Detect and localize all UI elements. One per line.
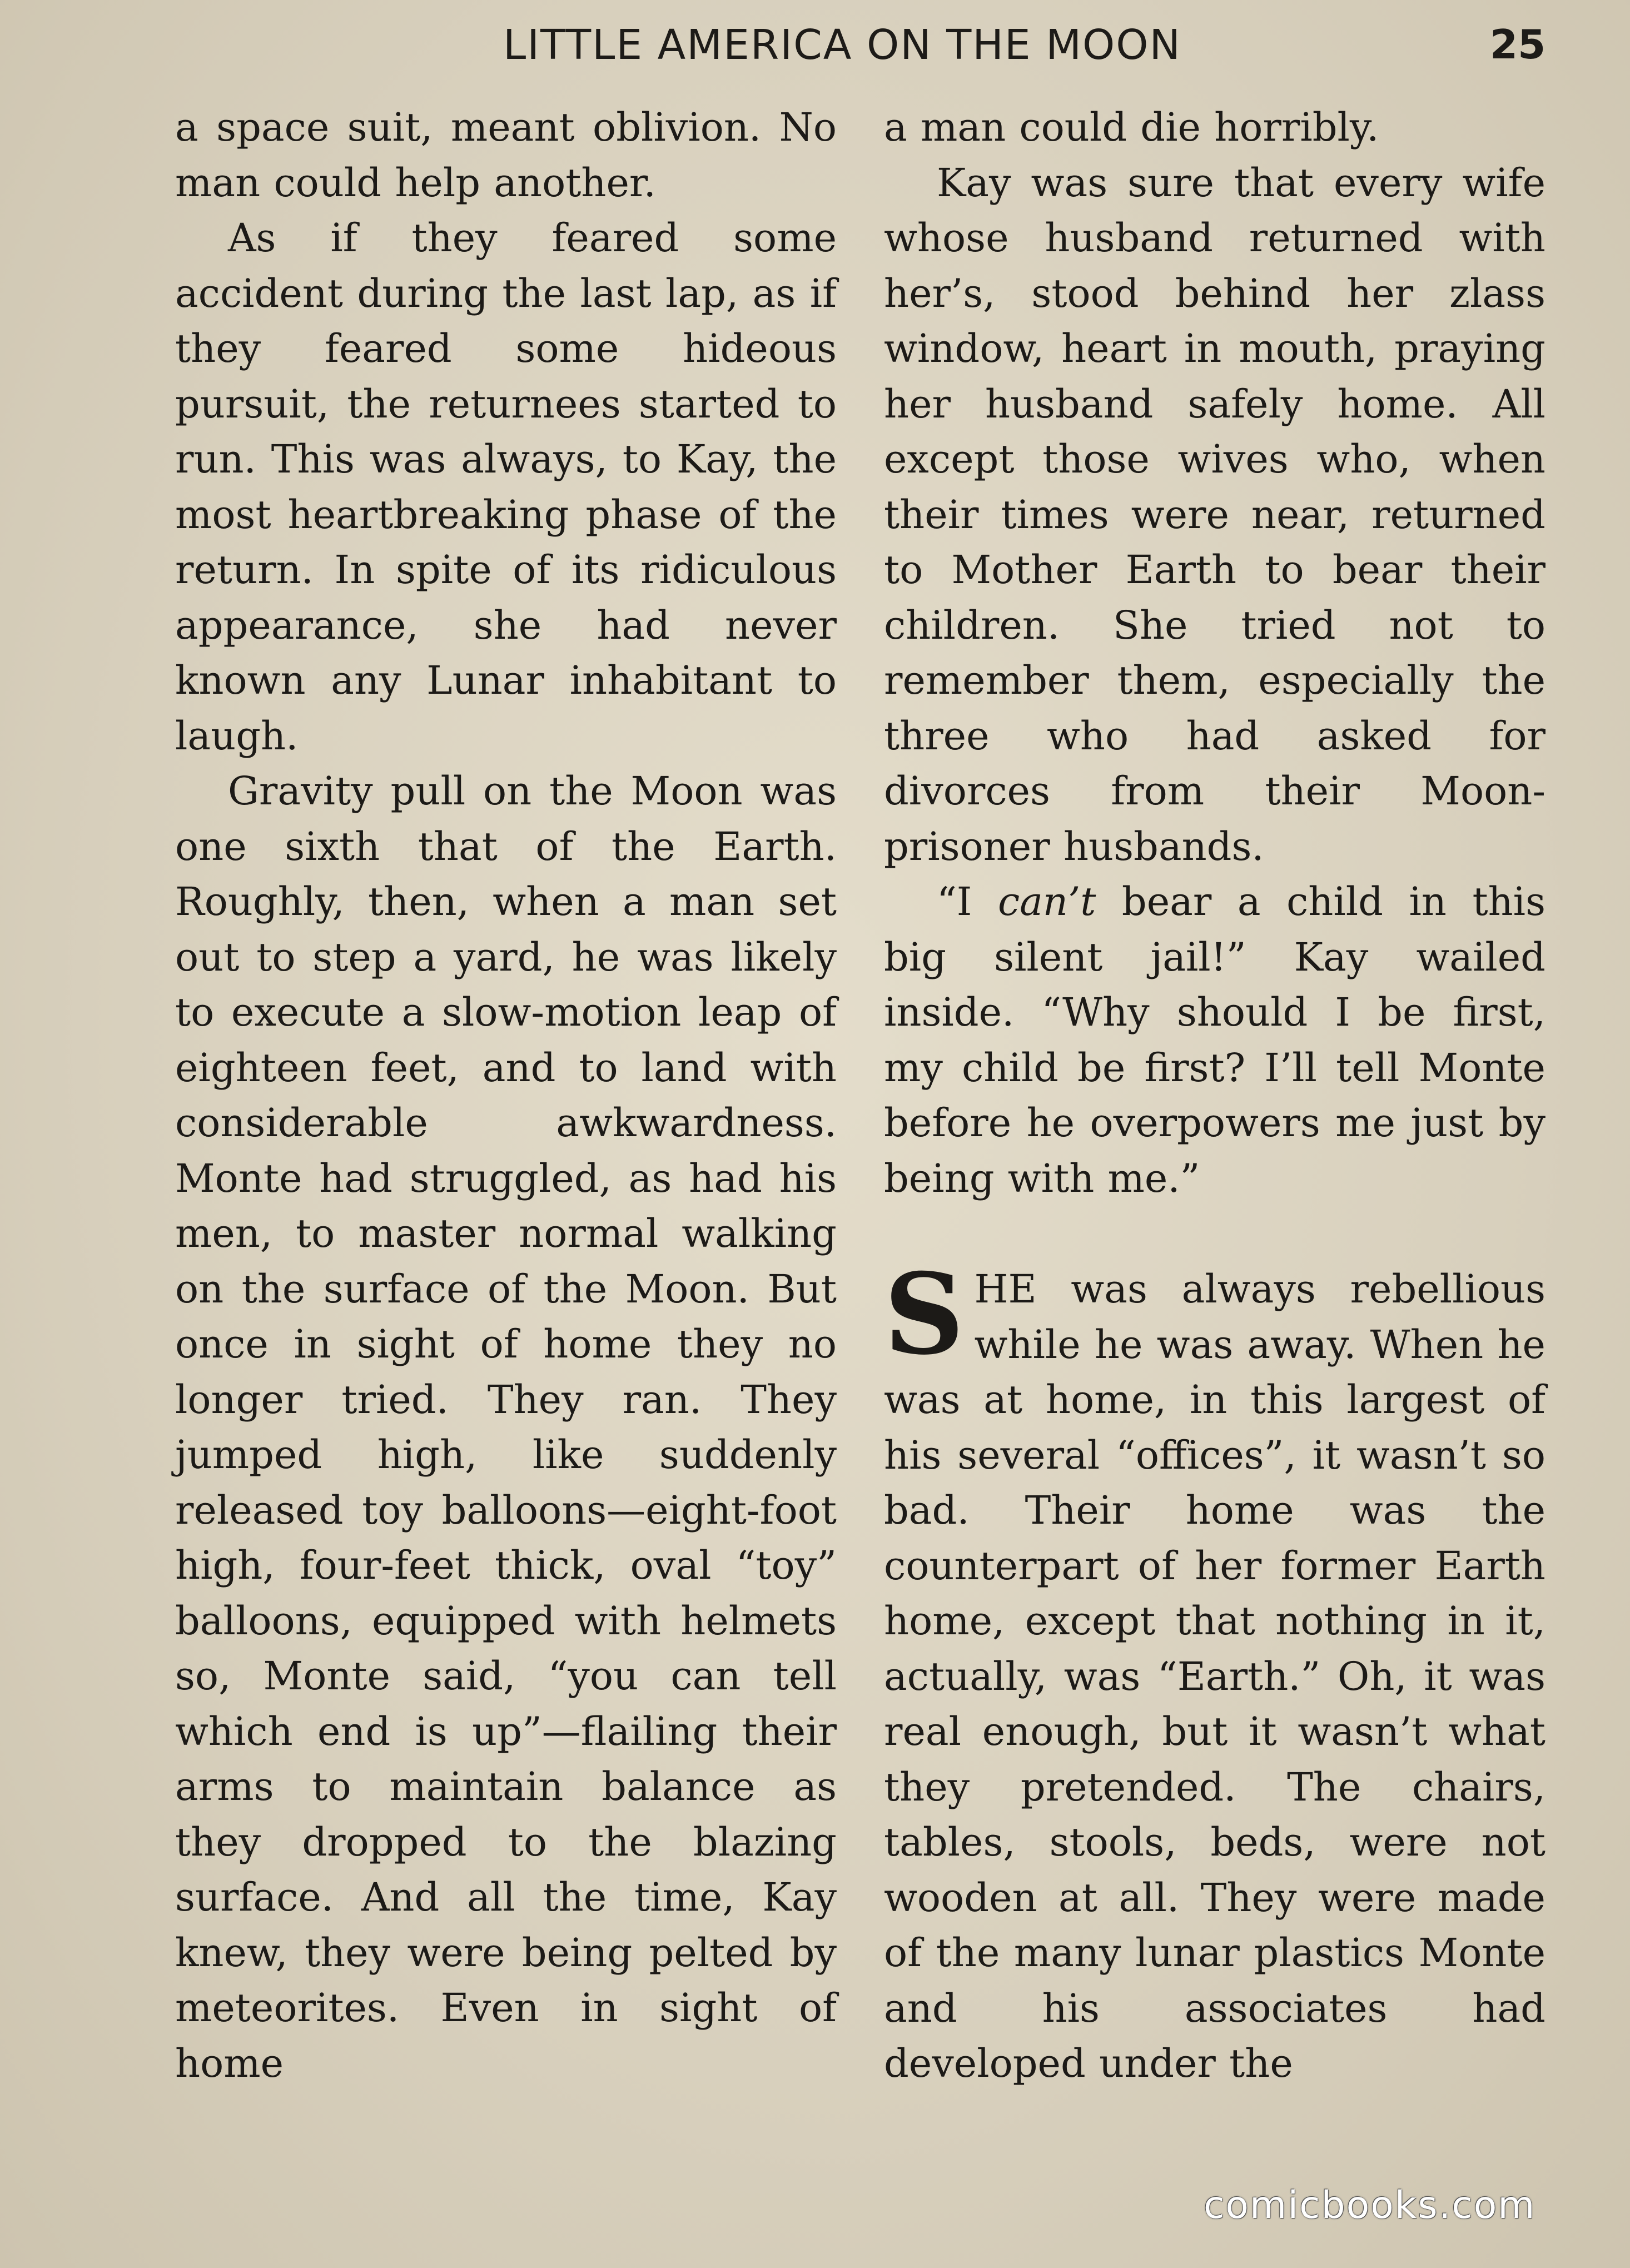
right-column	[884, 100, 1545, 2092]
paragraph: Kay was sure that every wife whose husband returned with her’s, stood behind her zlass window, heart in mouth, praying her husband safely home. All except those wives who, when their times were near, returned to Mother Earth to bear their children. She tried not to remember them, especially the three who had asked for divorces from their Moon-prisoner husbands.	[884, 160, 1545, 869]
paragraph-text: bear a child in this big silent jail!” Kay wailed inside. “Why should I be first, my child be first? I’ll tell Monte before he overpowers me just by being with me.”	[884, 879, 1545, 1201]
paragraph-text: “I	[937, 879, 998, 924]
italic-emphasis: can’t	[997, 879, 1096, 924]
section-opening-paragraph	[884, 1249, 1545, 2092]
running-head: LITTLE AMERICA ON THE MOON	[503, 21, 1181, 69]
paragraph-text: HE was always rebellious while he was away. When he was at home, in this largest of his several “offices”, it wasn’t so bad. Their home was the counterpart of her former Earth home, except that nothing in it, actually, was “Earth.” Oh, it was real enough, but it wasn’t what they pretended. The chairs, tables, stools, beds, were not wooden at all. They were made of the many lunar plastics Monte and his associates had developed under the	[884, 1266, 1545, 2086]
page-number: 25	[1490, 21, 1546, 68]
section-break	[884, 1206, 1545, 1262]
site-watermark: comicbooks.com	[1204, 2184, 1536, 2227]
paragraph	[884, 874, 1545, 1206]
paragraph: a man could die horribly.	[884, 105, 1379, 150]
paragraph: As if they feared some accident during the last lap, as if they feared some hideous pursuit, the returnees started to run. This was always, to Kay, the most heartbreaking phase of the return. In spite of its ridiculous appearance, she had never known any Lunar inhabitant to laugh.	[175, 215, 837, 759]
paragraph: Gravity pull on the Moon was one sixth that of the Earth. Roughly, then, when a man set out to step a yard, he was likely to execute a slow-motion leap of eighteen feet, and to land with considerable awkwardness. Monte had struggled, as had his men, to master normal walking on the surface of the Moon. But once in sight of home they no longer tried. They ran. They jumped high, like suddenly released toy balloons—eight-foot high, four-feet thick, oval “toy” balloons, equipped with helmets so, Monte said, “you can tell which end is up”—flailing their arms to maintain balance as they dropped to the blazing surface. And all the time, Kay knew, they were being pelted by meteorites. Even in sight of home	[175, 768, 837, 2086]
page-header	[0, 21, 1630, 77]
paragraph: a space suit, meant oblivion. No man could help another.	[175, 105, 837, 206]
drop-cap: S	[884, 1249, 965, 1380]
left-column	[175, 100, 837, 2091]
